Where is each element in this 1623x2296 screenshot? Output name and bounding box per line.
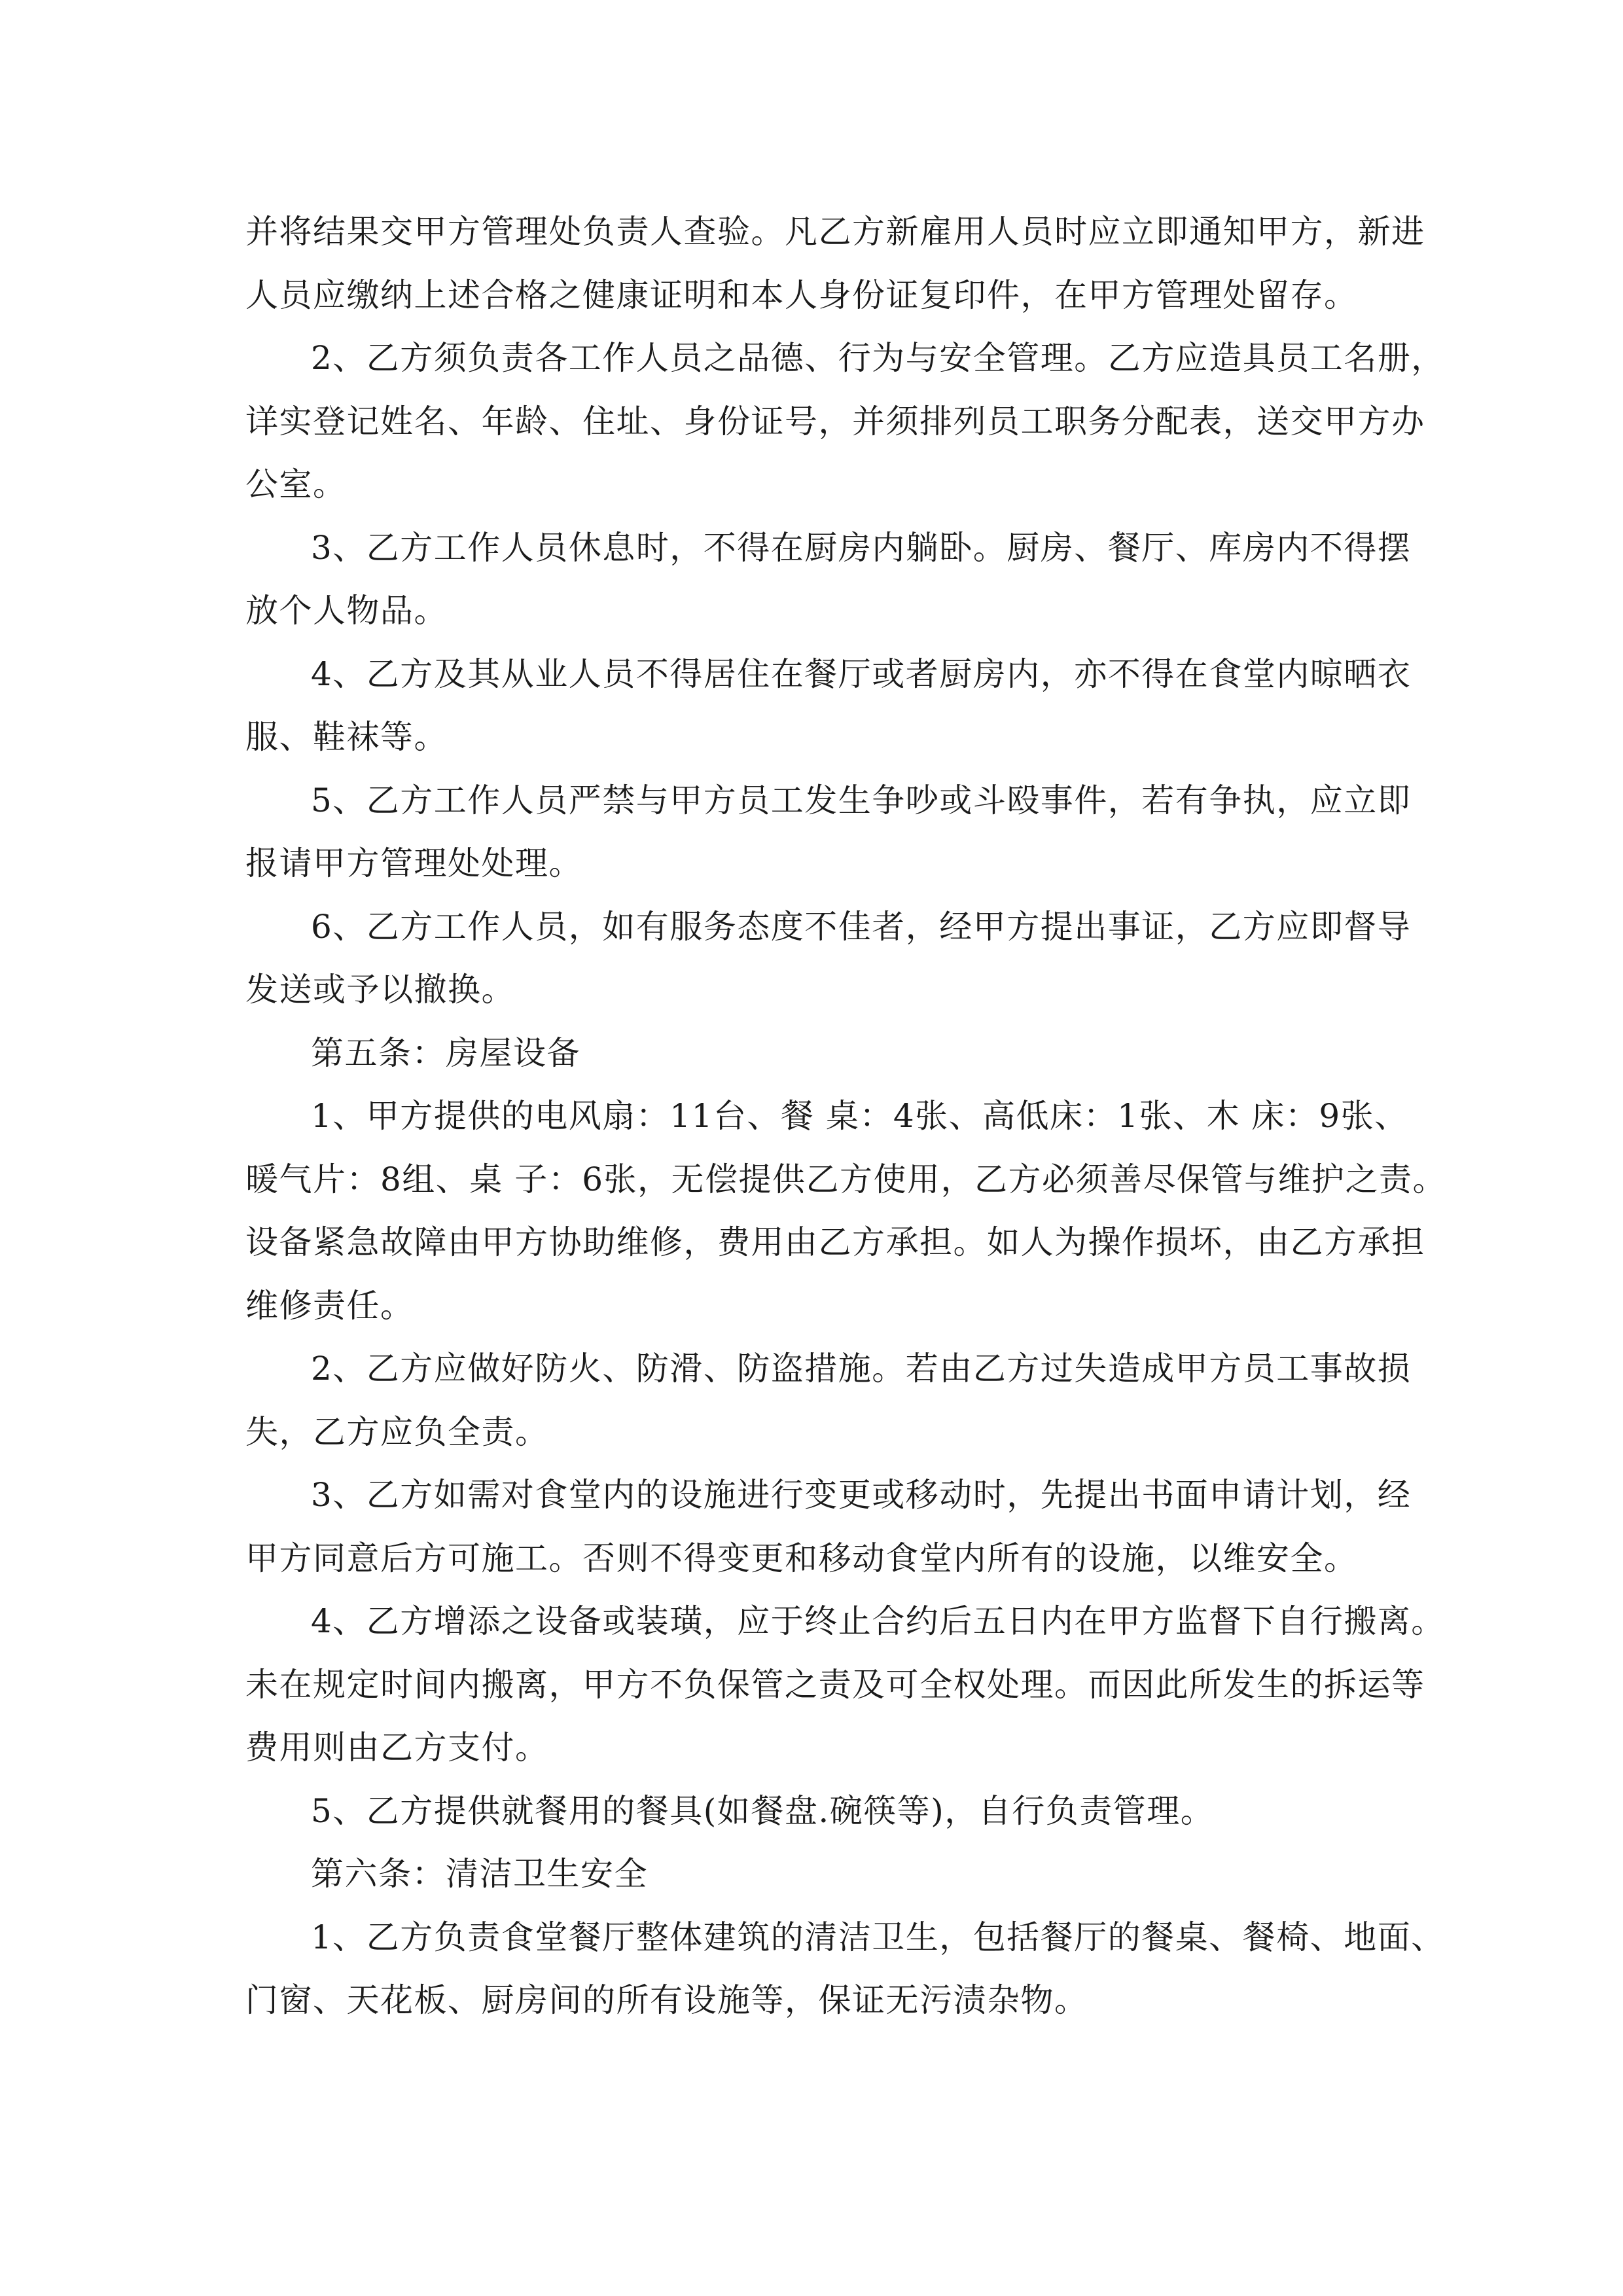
text-line: 详实登记姓名、年龄、住址、身份证号，并须排列员工职务分配表，送交甲方办 (245, 402, 1425, 440)
text-line: 3、乙方工作人员休息时，不得在厨房内躺卧。厨房、餐厅、库房内不得摆 (311, 528, 1412, 567)
text-line: 暖气片：8组、桌 子：6张，无偿提供乙方使用，乙方必须善尽保管与维护之责。 (245, 1160, 1447, 1198)
text-line: 失，乙方应负全责。 (245, 1412, 549, 1451)
text-line: 费用则由乙方支付。 (245, 1729, 549, 1767)
document-body (245, 200, 1447, 2032)
text-line: 服、鞋袜等。 (245, 718, 448, 756)
text-line: 公室。 (245, 465, 347, 503)
text-line: 人员应缴纳上述合格之健康证明和本人身份证复印件，在甲方管理处留存。 (245, 276, 1358, 314)
text-line: 5、乙方工作人员严禁与甲方员工发生争吵或斗殴事件，若有争执，应立即 (311, 781, 1412, 819)
text-line: 2、乙方应做好防火、防滑、防盗措施。若由乙方过失造成甲方员工事故损 (311, 1350, 1412, 1388)
text-line: 发送或予以撤换。 (245, 971, 515, 1009)
section-heading: 第五条：房屋设备 (311, 1033, 580, 1072)
text-line: 维修责任。 (245, 1286, 414, 1325)
text-line: 放个人物品。 (245, 592, 448, 630)
text-line: 3、乙方如需对食堂内的设施进行变更或移动时，先提出书面申请计划，经 (311, 1476, 1412, 1514)
text-line: 并将结果交甲方管理处负责人查验。凡乙方新雇用人员时应立即通知甲方，新进 (245, 213, 1425, 251)
text-line: 4、乙方增添之设备或装璜，应于终止合约后五日内在甲方监督下自行搬离。 (311, 1602, 1445, 1640)
text-line: 2、乙方须负责各工作人员之品德、行为与安全管理。乙方应造具员工名册， (311, 339, 1445, 377)
text-line: 5、乙方提供就餐用的餐具(如餐盘.碗筷等)，自行负责管理。 (311, 1791, 1215, 1830)
text-line: 未在规定时间内搬离，甲方不负保管之责及可全权处理。而因此所发生的拆运等 (245, 1665, 1425, 1704)
text-line: 门窗、天花板、厨房间的所有设施等，保证无污渍杂物。 (245, 1981, 1088, 2019)
text-line: 1、乙方负责食堂餐厅整体建筑的清洁卫生，包括餐厅的餐桌、餐椅、地面、 (311, 1918, 1445, 1956)
text-line: 1、甲方提供的电风扇：11台、餐 桌：4张、高低床：1张、木 床：9张、 (311, 1097, 1408, 1135)
text-line: 设备紧急故障由甲方协助维修，费用由乙方承担。如人为操作损坏，由乙方承担 (245, 1223, 1425, 1261)
text-line: 甲方同意后方可施工。否则不得变更和移动食堂内所有的设施，以维安全。 (245, 1539, 1358, 1577)
text-line: 4、乙方及其从业人员不得居住在餐厅或者厨房内，亦不得在食堂内晾晒衣 (311, 655, 1412, 693)
text-line: 报请甲方管理处处理。 (245, 844, 582, 882)
section-heading: 第六条：清洁卫生安全 (311, 1855, 648, 1893)
text-line: 6、乙方工作人员，如有服务态度不佳者，经甲方提出事证，乙方应即督导 (311, 907, 1412, 946)
